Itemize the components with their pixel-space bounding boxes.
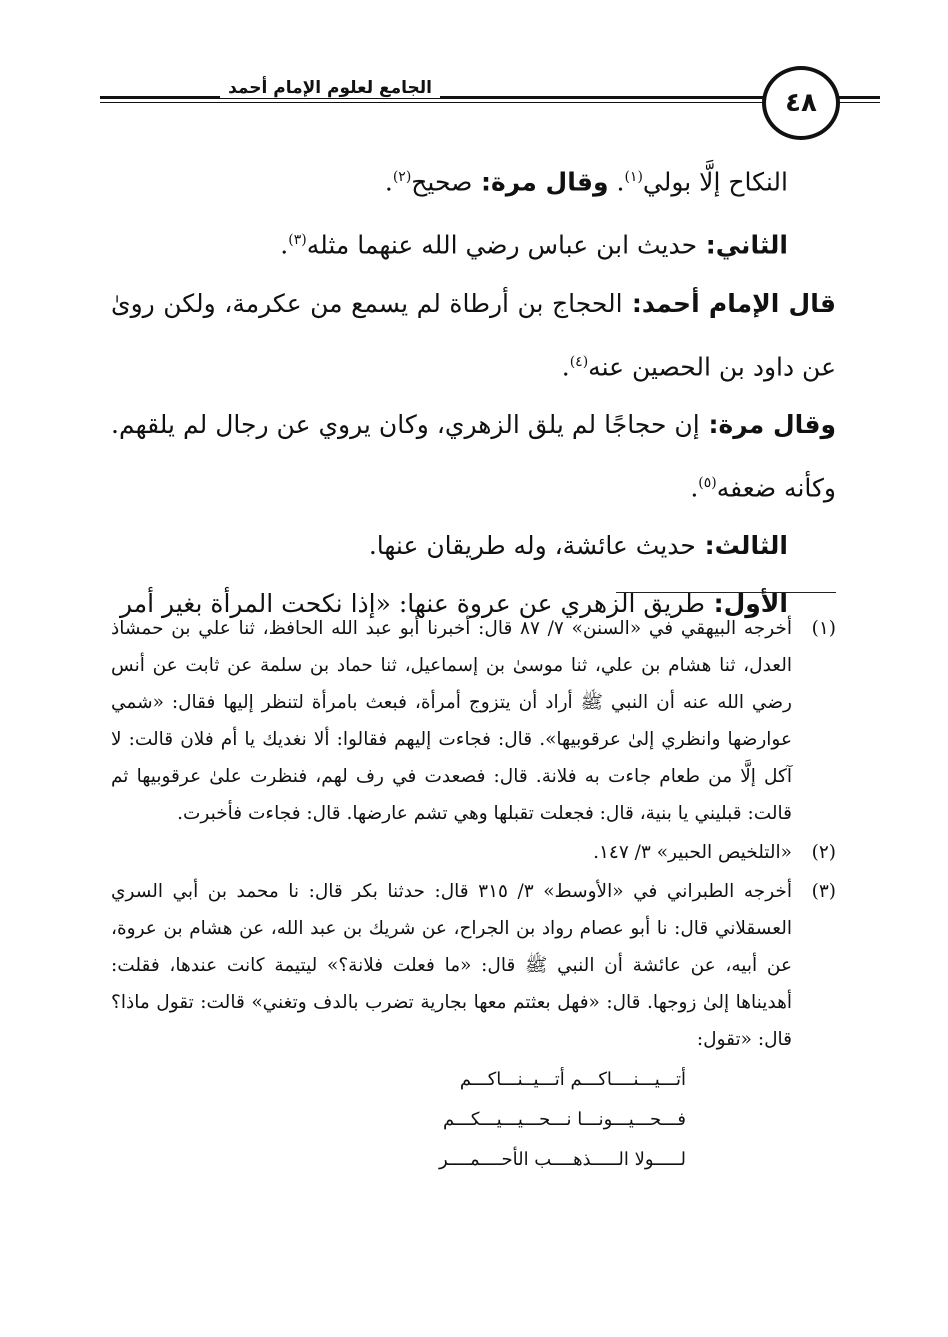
- text: .: [608, 167, 625, 197]
- text: .: [690, 473, 699, 503]
- paragraph-5: [111, 517, 836, 575]
- footnote-ref: (١): [624, 169, 643, 185]
- bold-label: الثاني:: [697, 230, 788, 260]
- text: طريق الزهري عن عروة عنها: «إذا نكحت المرأة بغير أمر: [119, 589, 705, 619]
- running-title: الجامع لعلوم الإمام أحمد: [220, 78, 440, 98]
- main-text: [111, 148, 836, 633]
- text: حديث عائشة، وله طريقان عنها.: [368, 531, 696, 561]
- bold-label: وقال مرة:: [699, 409, 836, 439]
- footnotes: [111, 610, 836, 1180]
- paragraph-1: [111, 148, 836, 211]
- paragraph-3: [111, 275, 836, 396]
- bold-label: الأول:: [704, 589, 788, 619]
- footnote-ref: (٥): [698, 474, 717, 491]
- footnote-ref: (٤): [569, 353, 589, 370]
- text: حديث ابن عباس رضي الله عنهما مثله: [306, 230, 698, 260]
- footnote-ref: (٣): [288, 232, 307, 249]
- footnote-text: «التلخيص الحبير» ٣/ ١٤٧.: [593, 842, 792, 863]
- paragraph-2: [111, 211, 836, 274]
- bold-label: وقال مرة:: [472, 167, 609, 197]
- text: صحيح: [411, 167, 473, 197]
- text: .: [384, 167, 393, 197]
- footnote-ref: (٢): [392, 169, 412, 185]
- footnote-3: [111, 873, 836, 1058]
- footnote-1: [111, 610, 836, 832]
- poem-line: أتـــيـــنــــاكـــم أتـــيــنـــاكـــم: [459, 1069, 686, 1090]
- bold-label: قال الإمام أحمد:: [622, 288, 836, 318]
- poem-line: فـــحـــيـــونـــا نـــحـــيـــيـــكـــم: [443, 1109, 686, 1130]
- text: .: [280, 230, 289, 260]
- footnote-text: أخرجه الطبراني في «الأوسط» ٣/ ٣١٥ قال: حدثنا بكر قال: نا محمد بن أبي السري العسقلاني قال: نا أبو عصام رواد بن الجراح، عن شريك بن عبد الله، عن هشام بن عروة، عن أبيه، عن عائشة أن النبي ﷺ قال: «ما فعلت فلانة؟» ليتيمة كانت عندها، فقلت: أهديناها إلىٰ زوجها. قال: «فهل بعثتم معها بجارية تضرب بالدف وتغني» قالت: تقول ماذا؟ قال: «تقول:: [111, 881, 792, 1050]
- page-number: ٤٨: [762, 66, 840, 140]
- footnote-divider: [616, 592, 836, 593]
- text: إن حجاجًا لم يلق الزهري، وكان يروي عن رجال لم يلقهم. وكأنه ضعفه: [111, 409, 836, 503]
- poem-line: لـــــولا الـــــذهــــب الأحــــمــــر: [438, 1149, 686, 1170]
- bold-label: الثالث:: [695, 531, 788, 561]
- page-header: [100, 60, 840, 140]
- footnote-2: [111, 834, 836, 871]
- footnote-number: (١): [811, 618, 836, 639]
- poem: [111, 1060, 836, 1180]
- footnote-text: أخرجه البيهقي في «السنن» ٧/ ٨٧ قال: أخبرنا أبو عبد الله الحافظ، ثنا علي بن حمشاذ العدل، ثنا هشام بن علي، ثنا موسىٰ بن إسماعيل، ثنا حماد بن سلمة عن ثابت عن أنس رضي الله عنه أن النبي ﷺ أراد أن يتزوج أمرأة، فبعث بامرأة لتنظر إليها فقال: «شمي عوارضها وانظري إلىٰ عرقوبيها». قال: فجاءت إليهم فقالوا: ألا نغديك يا أم فلان قالت: لا آكل إلَّا من طعام جاءت به فلانة. قال: فصعدت في رف لهم، فنظرت علىٰ عرقوبيها ثم قالت: قبليني يا بنية، قال: فجعلت تقبلها وهي تشم عارضها. قال: فجاءت فأخبرت.: [111, 618, 792, 824]
- footnote-number: (٢): [811, 842, 836, 863]
- footnote-number: (٣): [811, 881, 836, 902]
- text: .: [561, 351, 570, 381]
- text: النكاح إلَّا بولي: [642, 167, 788, 197]
- paragraph-4: [111, 396, 836, 517]
- text: الحجاج بن أرطاة لم يسمع من عكرمة، ولكن روىٰ عن داود بن الحصين عنه: [111, 288, 836, 381]
